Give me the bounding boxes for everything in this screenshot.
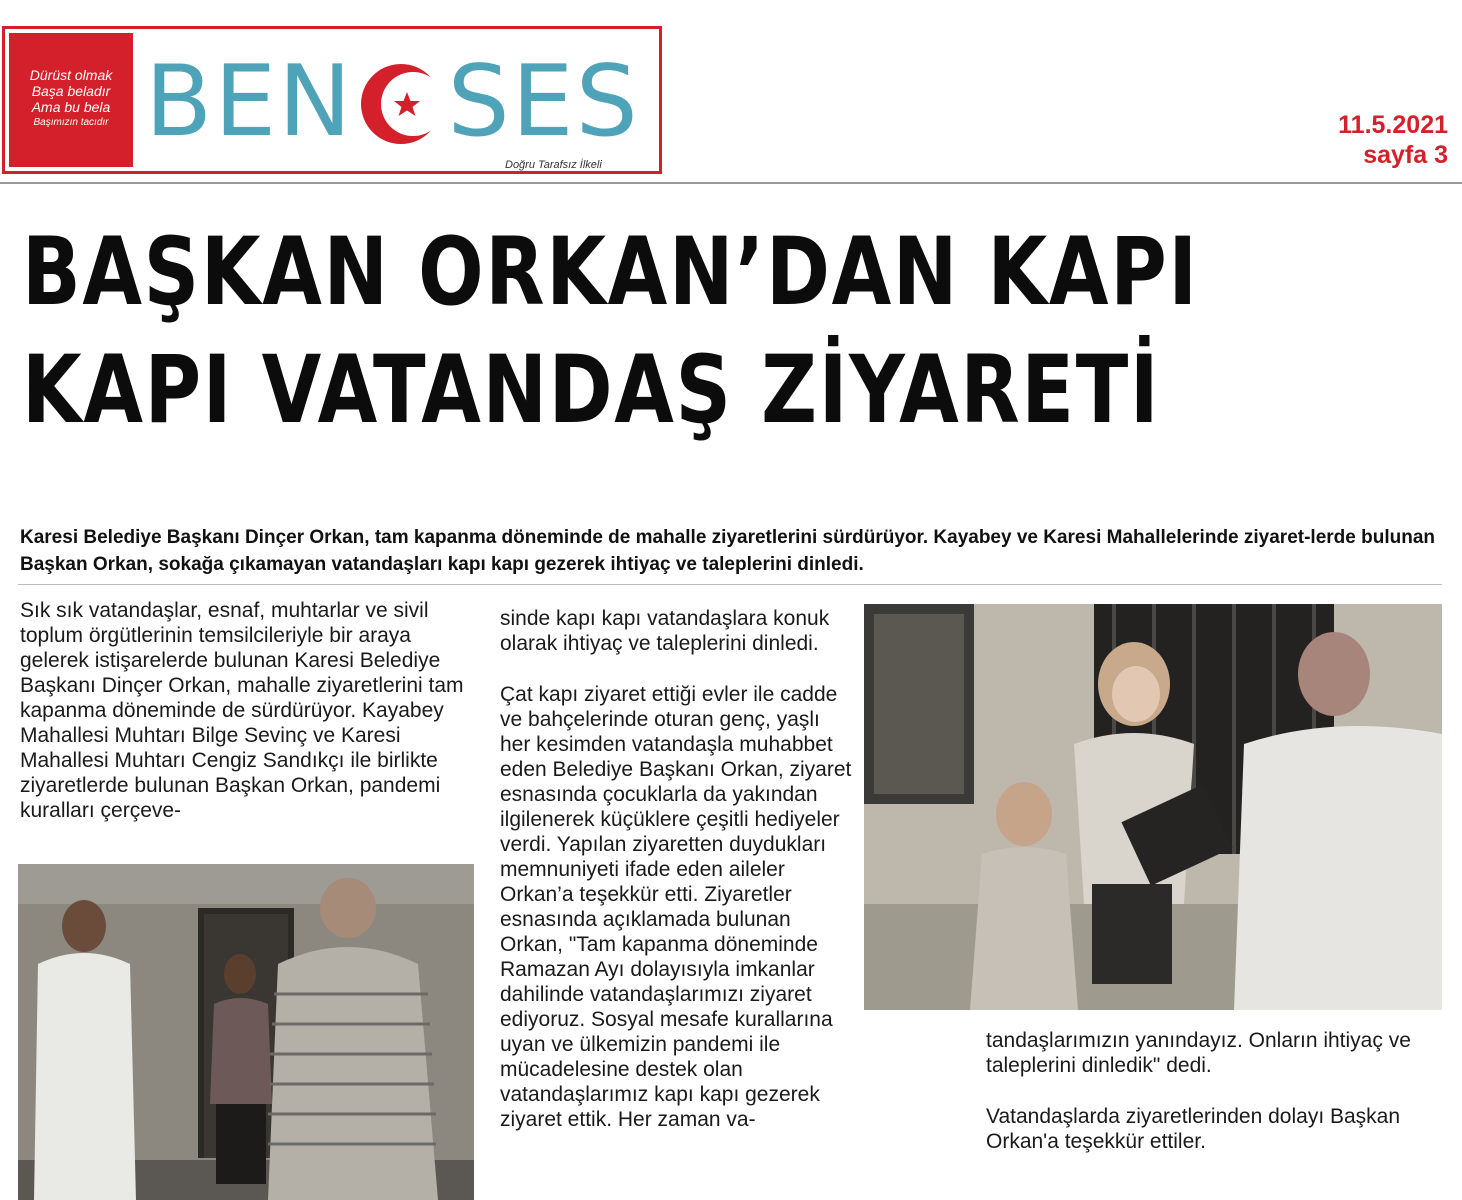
article-column-2 xyxy=(500,606,856,1132)
lead-divider xyxy=(18,584,1442,585)
slogan-line-3: Ama bu bela xyxy=(31,99,111,115)
header-divider xyxy=(0,182,1462,184)
issue-info xyxy=(1338,110,1448,170)
slogan-box xyxy=(9,33,133,167)
article-headline xyxy=(22,214,1199,450)
column-1-text: Sık sık vatandaşlar, esnaf, muhtarlar ve sivil toplum örgütlerinin temsilcileriyle bir araya gelerek istişarelerde bulunan Karesi Belediye Başkanı Dinçer Orkan, mahalle ziyaretlerini tam kapanma döneminde de sürdürüyor. Kayabey Mahallesi Muhtarı Bilge Sevinç ve Karesi Mahallesi Muhtarı Cengiz Sandıkçı ile birlikte ziyaretlerde bulunan Başkan Orkan, pandemi kuralları çerçeve- xyxy=(20,599,464,822)
logo-text-left: BEN xyxy=(145,45,354,159)
logo-text-right: SES xyxy=(447,45,640,159)
article-lead: Karesi Belediye Başkanı Dinçer Orkan, tam kapanma döneminde de mahalle ziyaretlerini sürdürüyor. Kayabey ve Karesi Mahallelerinde ziyaret-lerde bulunan Başkan Orkan, sokağa çıkamayan vatandaşları kapı kapı gezerek ihtiyaç ve taleplerini dinledi. xyxy=(20,527,1435,575)
slogan-line-4: Başımızın tacıdır xyxy=(33,117,109,128)
masthead-tagline: Doğru Tarafsız İlkeli xyxy=(505,159,602,171)
column-3-paragraph-1: tandaşlarımızın yanındayız. Onların ihtiyaç ve taleplerini dinledik" dedi. xyxy=(986,1029,1411,1077)
photo-door-visit xyxy=(18,864,474,1200)
column-2-paragraph-2: Çat kapı ziyaret ettiği evler ile cadde ve bahçelerinde oturan genç, yaşlı her kesimden vatandaşla muhabbet eden Belediye Başkanı Orkan, ziyaret esnasında çocuklarla da yakından ilgilenerek küçüklere çeşitli hediyeler verdi. Yapılan ziyaretten duydukları memnuniyeti ifade eden aileler Orkan’a teşekkür etti. Ziyaretler esnasında açıklamada bulunan Orkan, "Tam kapanma döneminde Ramazan Ayı dolayısıyla imkanlar dahilinde vatandaşlarımızı ziyaret ediyoruz. Sosyal mesafe kurallarına uyan ve ülkemizin pandemi ile mücadelesine destek olan vatandaşlarımız kapı kapı gezerek ziyaret ettik. Her zaman va- xyxy=(500,683,852,1131)
column-3-paragraph-2: Vatandaşlarda ziyaretlerinden dolayı Başkan Orkan'a teşekkür ettiler. xyxy=(986,1105,1401,1153)
issue-date: 11.5.2021 xyxy=(1338,111,1448,139)
article-column-3 xyxy=(986,1028,1442,1154)
column-2-paragraph-1: sinde kapı kapı vatandaşlara konuk olarak ihtiyaç ve taleplerini dinledi. xyxy=(500,607,830,655)
crescent-star-icon xyxy=(355,50,445,154)
issue-page: sayfa 3 xyxy=(1363,141,1448,169)
article-column-1 xyxy=(20,598,480,823)
newspaper-masthead xyxy=(2,26,662,174)
slogan-line-2: Başa beladır xyxy=(31,83,111,99)
newspaper-logo xyxy=(145,47,640,157)
photo-gift-to-children xyxy=(864,604,1442,1010)
headline-line-1: BAŞKAN ORKAN’DAN KAPI xyxy=(22,218,1199,327)
slogan-line-1: Dürüst olmak xyxy=(29,67,113,83)
headline-line-2: KAPI VATANDAŞ ZİYARETİ xyxy=(22,336,1161,445)
